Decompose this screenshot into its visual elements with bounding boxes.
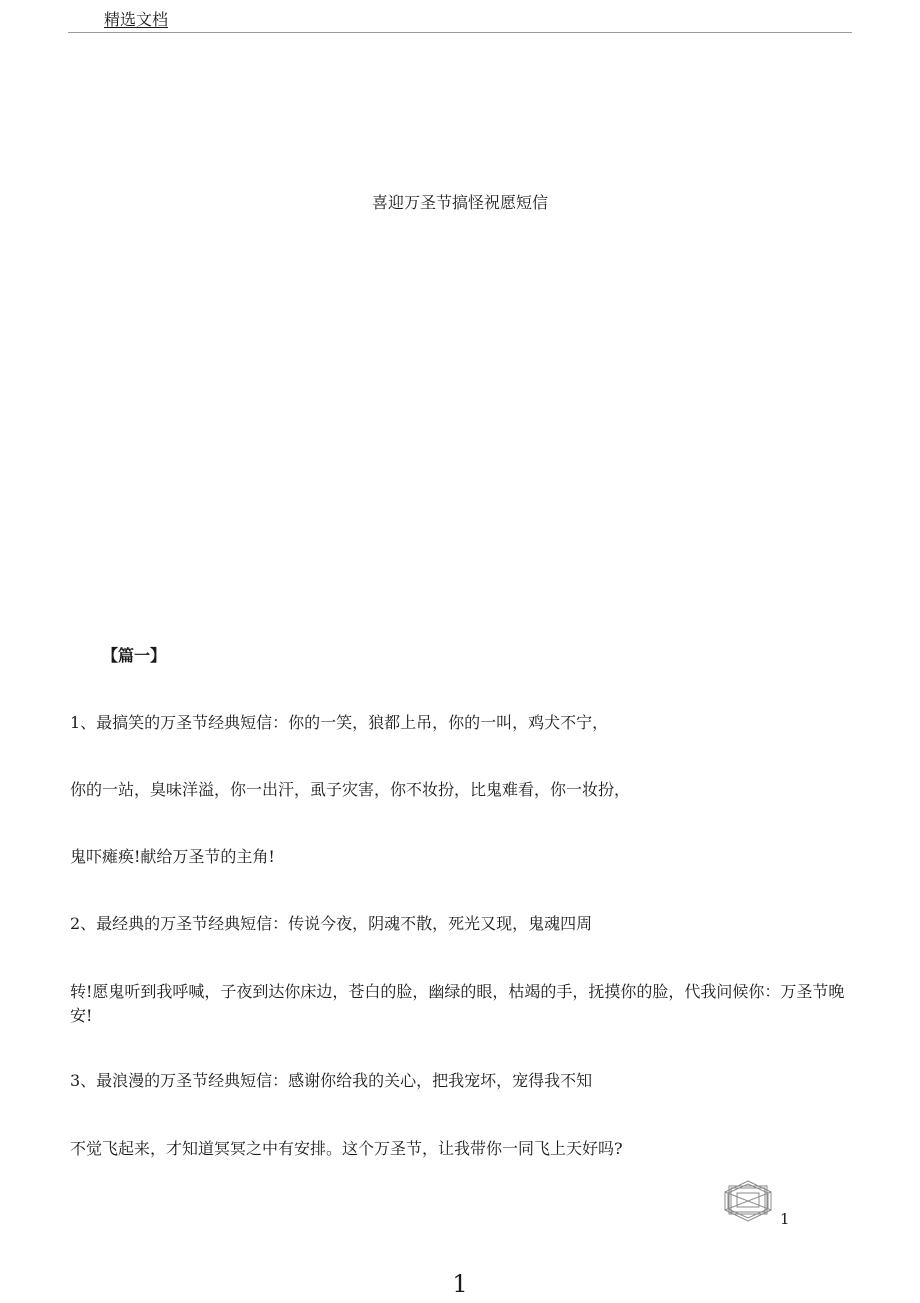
paragraph-7: 不觉飞起来，才知道冥冥之中有安排。这个万圣节，让我带你一同飞上天好吗? bbox=[70, 1139, 623, 1158]
paragraph-2: 你的一站，臭味洋溢，你一出汗，虱子灾害，你不妆扮，比鬼难看，你一妆扮， bbox=[70, 780, 631, 799]
corner-number: 1 bbox=[780, 1210, 790, 1228]
document-title: 喜迎万圣节搞怪祝愿短信 bbox=[371, 193, 548, 212]
paragraph-1: 1、最搞笑的万圣节经典短信：你的一笑，狼都上吊，你的一叫，鸡犬不宁， bbox=[70, 713, 609, 732]
paragraph-4: 2、最经典的万圣节经典短信：传说今夜，阴魂不散，死光又现，鬼魂四周 bbox=[70, 914, 593, 933]
section-label: 【篇一】 bbox=[102, 646, 167, 665]
page-number: 1 bbox=[452, 1270, 468, 1298]
paragraph-5: 转!愿鬼听到我呼喊，子夜到达你床边，苍白的脸，幽绿的眼，枯竭的手，抚摸你的脸，代我问候你：万圣节晚安! bbox=[70, 982, 845, 1025]
paragraph-3: 鬼吓瘫痪!献给万圣节的主角! bbox=[70, 847, 275, 866]
header-label: 精选文档 bbox=[104, 10, 169, 29]
ornament-icon bbox=[723, 1180, 773, 1222]
paragraph-6: 3、最浪漫的万圣节经典短信：感谢你给我的关心，把我宠坏，宠得我不知 bbox=[70, 1071, 593, 1090]
header-rule bbox=[68, 32, 852, 33]
